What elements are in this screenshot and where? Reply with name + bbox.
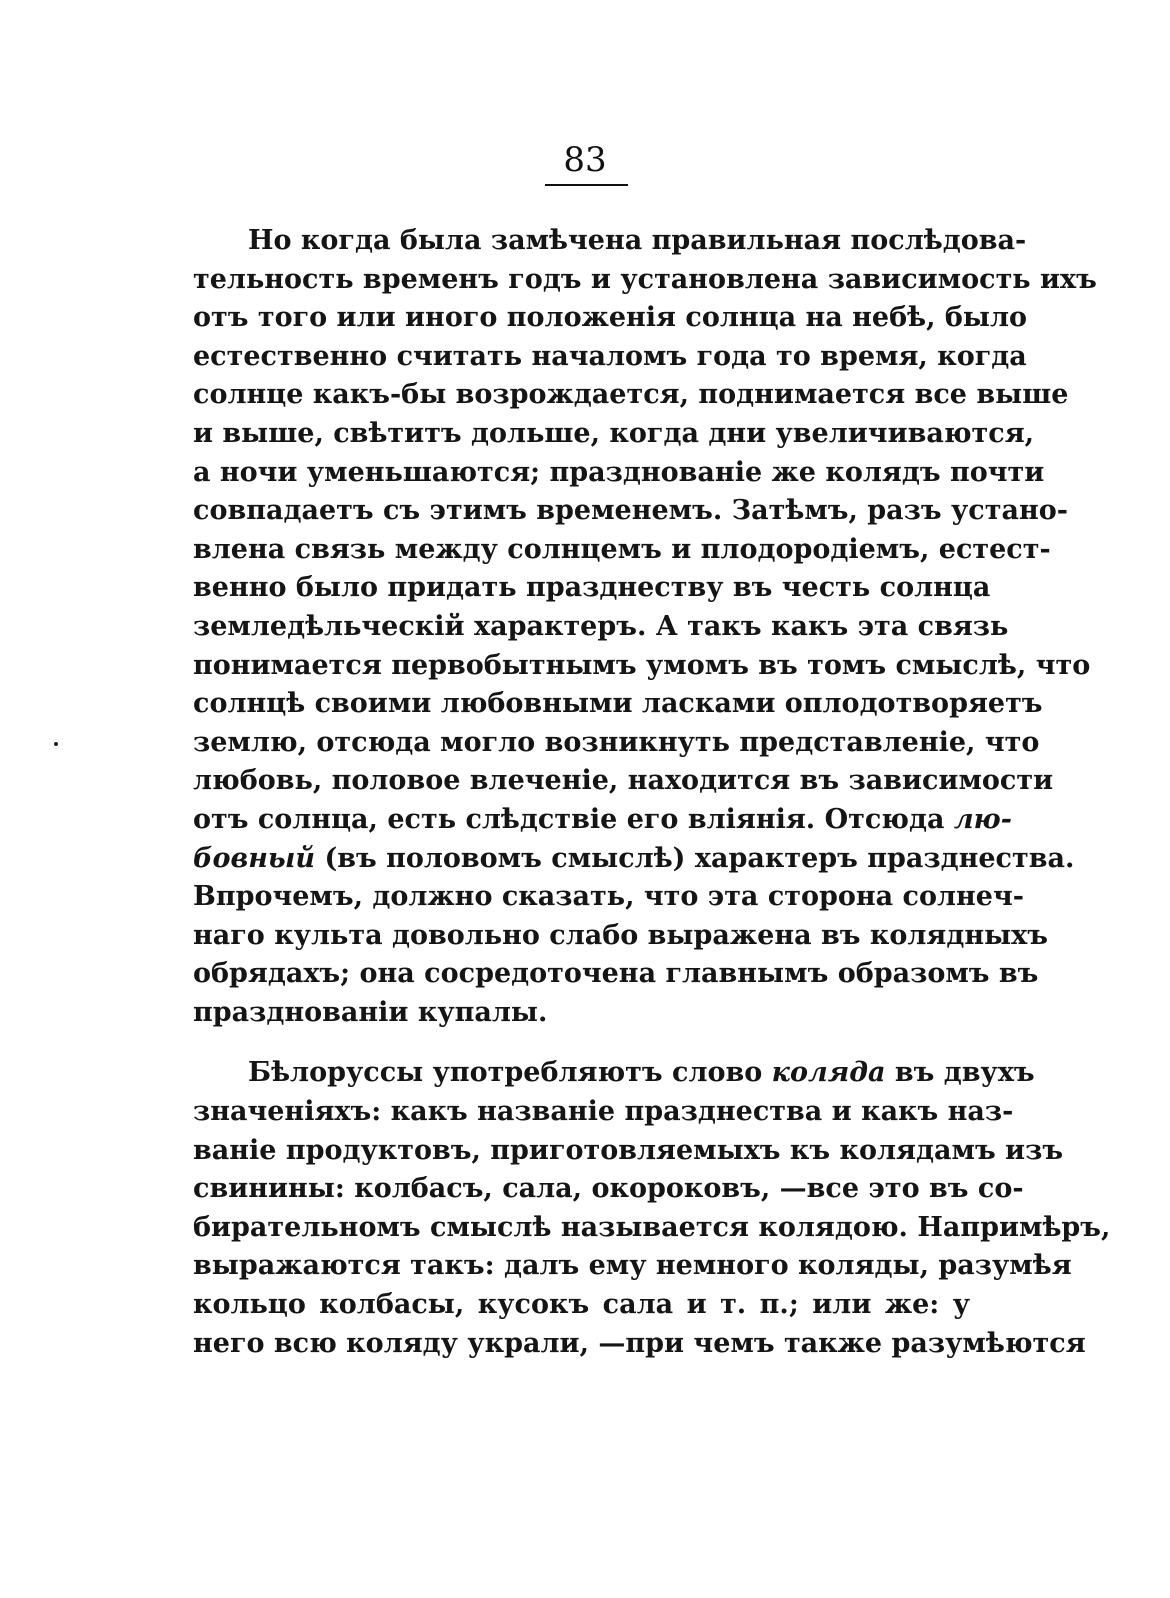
text-line: влена связь между солнцемъ и плодородіемъ, естест- (193, 533, 1051, 565)
page-number: 83 (563, 140, 607, 180)
text-line: празднованіи купалы. (193, 996, 548, 1028)
text-line: отъ солнца, есть слѣдствіе его вліянія. Отсюда лю- (193, 803, 1012, 835)
text-line: наго культа довольно слабо выражена въ колядныхъ (193, 919, 1048, 951)
text-line: венно было придать празднеству въ честь солнца (193, 572, 991, 604)
text-line: и выше, свѣтитъ дольше, когда дни увеличиваются, (193, 417, 1035, 449)
text-line: бирательномъ смыслѣ называется колядою. Напримѣръ, (193, 1211, 1111, 1243)
text-line: совпадаетъ съ этимъ временемъ. Затѣмъ, разъ устано- (193, 495, 1068, 527)
margin-speck (54, 742, 58, 746)
text-line: свинины: колбасъ, сала, окороковъ, —все это въ со- (193, 1173, 1024, 1205)
text-line: понимается первобытнымъ умомъ въ томъ смыслѣ, что (193, 649, 1091, 681)
page-number-rule (545, 184, 628, 186)
text-line: отъ того или иного положенія солнца на небѣ, было (193, 302, 1028, 334)
text-line: значеніяхъ: какъ названіе празднества и какъ наз- (193, 1096, 1014, 1128)
text-line: обрядахъ; она сосредоточена главнымъ образомъ въ (193, 958, 1039, 990)
text-line: Но когда была замѣчена правильная послѣдова- (248, 225, 1027, 256)
text-line: любовь, половое влеченіе, находится въ зависимости (193, 765, 1054, 797)
text-line: солнцѣ своими любовными ласками оплодотворяетъ (193, 688, 1043, 720)
text-line: Впрочемъ, должно сказать, что эта сторона солнеч- (193, 881, 1024, 913)
paragraph (193, 222, 1097, 1032)
text-line: естественно считать началомъ года то время, когда (193, 340, 1027, 372)
text-line: выражаются такъ: далъ ему немного коляды, разумѣя (193, 1250, 1072, 1282)
body-text (193, 222, 1111, 1363)
paragraph (193, 1054, 1111, 1363)
text-line: земледѣльческій характеръ. А такъ какъ эта связь (193, 610, 1009, 642)
text-line: а ночи уменьшаются; празднованіе же колядъ почти (193, 456, 1045, 488)
text-line: ваніе продуктовъ, приготовляемыхъ къ колядамъ изъ (193, 1134, 1064, 1166)
text-line: бовный (въ половомъ смыслѣ) характеръ празднества. (193, 842, 1075, 874)
text-line: тельность временъ годъ и установлена зависимость ихъ (193, 263, 1097, 295)
italic-word: коляда (771, 1057, 886, 1089)
text-line: солнце какъ-бы возрождается, поднимается все выше (193, 379, 1069, 411)
text-line: землю, отсюда могло возникнуть представленіе, что (193, 726, 1040, 758)
italic-word: лю- (953, 803, 1012, 835)
text-line: него всю коляду украли, —при чемъ также разумѣются (193, 1327, 1086, 1359)
text-line: Бѣлоруссы употребляютъ слово коляда въ двухъ (248, 1057, 1035, 1089)
text-line: кольцо колбасы, кусокъ сала и т. п.; или же: у (193, 1289, 970, 1321)
italic-word: бовный (193, 842, 316, 874)
